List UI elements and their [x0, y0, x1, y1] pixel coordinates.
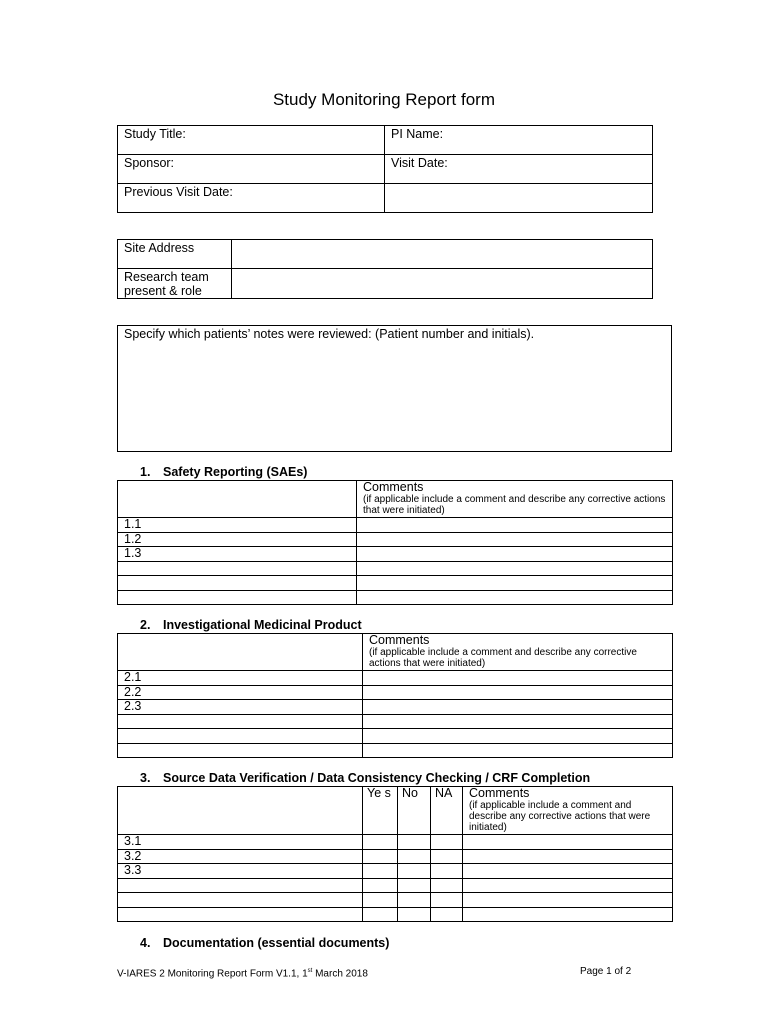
section-3-comments-header: Comments (if applicable include a comment and describe any corrective actions that were initiated): [463, 787, 673, 835]
na-column-header: NA: [431, 787, 463, 835]
section-1-heading: 1. Safety Reporting (SAEs): [140, 465, 308, 479]
comment-cell[interactable]: [463, 864, 673, 879]
yes-cell[interactable]: [363, 864, 398, 879]
yes-column-header: Ye s: [363, 787, 398, 835]
yes-cell[interactable]: [363, 849, 398, 864]
yes-cell[interactable]: [363, 907, 398, 922]
table-row[interactable]: [118, 907, 363, 922]
table-row: 1.3: [118, 547, 357, 562]
comment-cell[interactable]: [363, 671, 673, 686]
sponsor-field[interactable]: Sponsor:: [118, 155, 385, 184]
research-team-value[interactable]: [232, 269, 653, 299]
previous-visit-date-field[interactable]: Previous Visit Date:: [118, 184, 385, 213]
comment-cell[interactable]: [463, 878, 673, 893]
table-row[interactable]: [118, 714, 363, 729]
comment-cell[interactable]: [363, 700, 673, 715]
table-row: 2.2: [118, 685, 363, 700]
site-table: [117, 239, 653, 299]
table-row[interactable]: [118, 878, 363, 893]
comment-cell[interactable]: [363, 714, 673, 729]
footer-version: V-IARES 2 Monitoring Report Form V1.1, 1st March 2018: [117, 968, 368, 980]
comment-cell[interactable]: [357, 547, 673, 562]
comment-cell[interactable]: [463, 849, 673, 864]
comment-cell[interactable]: [463, 907, 673, 922]
comment-cell[interactable]: [463, 893, 673, 908]
table-row: 3.3: [118, 864, 363, 879]
yes-cell[interactable]: [363, 878, 398, 893]
table-row: 1.2: [118, 532, 357, 547]
comment-cell[interactable]: [357, 518, 673, 533]
patients-reviewed-field[interactable]: [118, 326, 672, 452]
visit-date-field[interactable]: Visit Date:: [385, 155, 653, 184]
table-row[interactable]: [118, 893, 363, 908]
table-row[interactable]: [118, 590, 357, 605]
section-2-table: [117, 633, 673, 758]
comment-cell[interactable]: [463, 835, 673, 850]
patients-reviewed-box: [117, 325, 672, 452]
table-row: 1.1: [118, 518, 357, 533]
section-1-header-blank: [118, 481, 357, 518]
section-3-table: [117, 786, 673, 922]
table-row: 2.1: [118, 671, 363, 686]
yes-cell[interactable]: [363, 835, 398, 850]
table-row[interactable]: [118, 743, 363, 758]
pi-name-field[interactable]: PI Name:: [385, 126, 653, 155]
table-row[interactable]: [118, 561, 357, 576]
na-cell[interactable]: [431, 907, 463, 922]
no-cell[interactable]: [398, 878, 431, 893]
form-title: Study Monitoring Report form: [272, 90, 496, 109]
comment-cell[interactable]: [363, 685, 673, 700]
no-cell[interactable]: [398, 835, 431, 850]
table-row: 3.1: [118, 835, 363, 850]
table-row[interactable]: [118, 729, 363, 744]
section-3-heading: 3. Source Data Verification / Data Consistency Checking / CRF Completion: [140, 771, 591, 785]
section-1-comments-header: Comments (if applicable include a comment and describe any corrective actions that were initiated): [357, 481, 673, 518]
comment-cell[interactable]: [363, 743, 673, 758]
comment-cell[interactable]: [357, 561, 673, 576]
empty-cell[interactable]: [385, 184, 653, 213]
comment-cell[interactable]: [357, 576, 673, 591]
na-cell[interactable]: [431, 849, 463, 864]
section-1-table: [117, 480, 673, 605]
patients-reviewed-label: Specify which patients’ notes were reviewed: (Patient number and initials).: [124, 327, 535, 341]
section-2-comments-header: Comments (if applicable include a comment and describe any corrective actions that were initiated): [363, 634, 673, 671]
page-number: Page 1 of 2: [580, 966, 632, 977]
section-2-header-blank: [118, 634, 363, 671]
yes-cell[interactable]: [363, 893, 398, 908]
table-row[interactable]: [118, 576, 357, 591]
section-2-heading: 2. Investigational Medicinal Product: [140, 618, 362, 632]
study-info-table: [117, 125, 653, 213]
table-row: 3.2: [118, 849, 363, 864]
comment-cell[interactable]: [357, 590, 673, 605]
no-cell[interactable]: [398, 893, 431, 908]
na-cell[interactable]: [431, 893, 463, 908]
na-cell[interactable]: [431, 835, 463, 850]
no-column-header: No: [398, 787, 431, 835]
na-cell[interactable]: [431, 864, 463, 879]
na-cell[interactable]: [431, 878, 463, 893]
site-address-label: Site Address: [118, 240, 232, 269]
no-cell[interactable]: [398, 849, 431, 864]
comment-cell[interactable]: [363, 729, 673, 744]
no-cell[interactable]: [398, 907, 431, 922]
comment-cell[interactable]: [357, 532, 673, 547]
section-4-heading: 4. Documentation (essential documents): [140, 936, 390, 950]
study-title-field[interactable]: Study Title:: [118, 126, 385, 155]
section-3-header-blank: [118, 787, 363, 835]
site-address-value[interactable]: [232, 240, 653, 269]
table-row: 2.3: [118, 700, 363, 715]
research-team-label: Research team present & role: [118, 269, 232, 299]
no-cell[interactable]: [398, 864, 431, 879]
